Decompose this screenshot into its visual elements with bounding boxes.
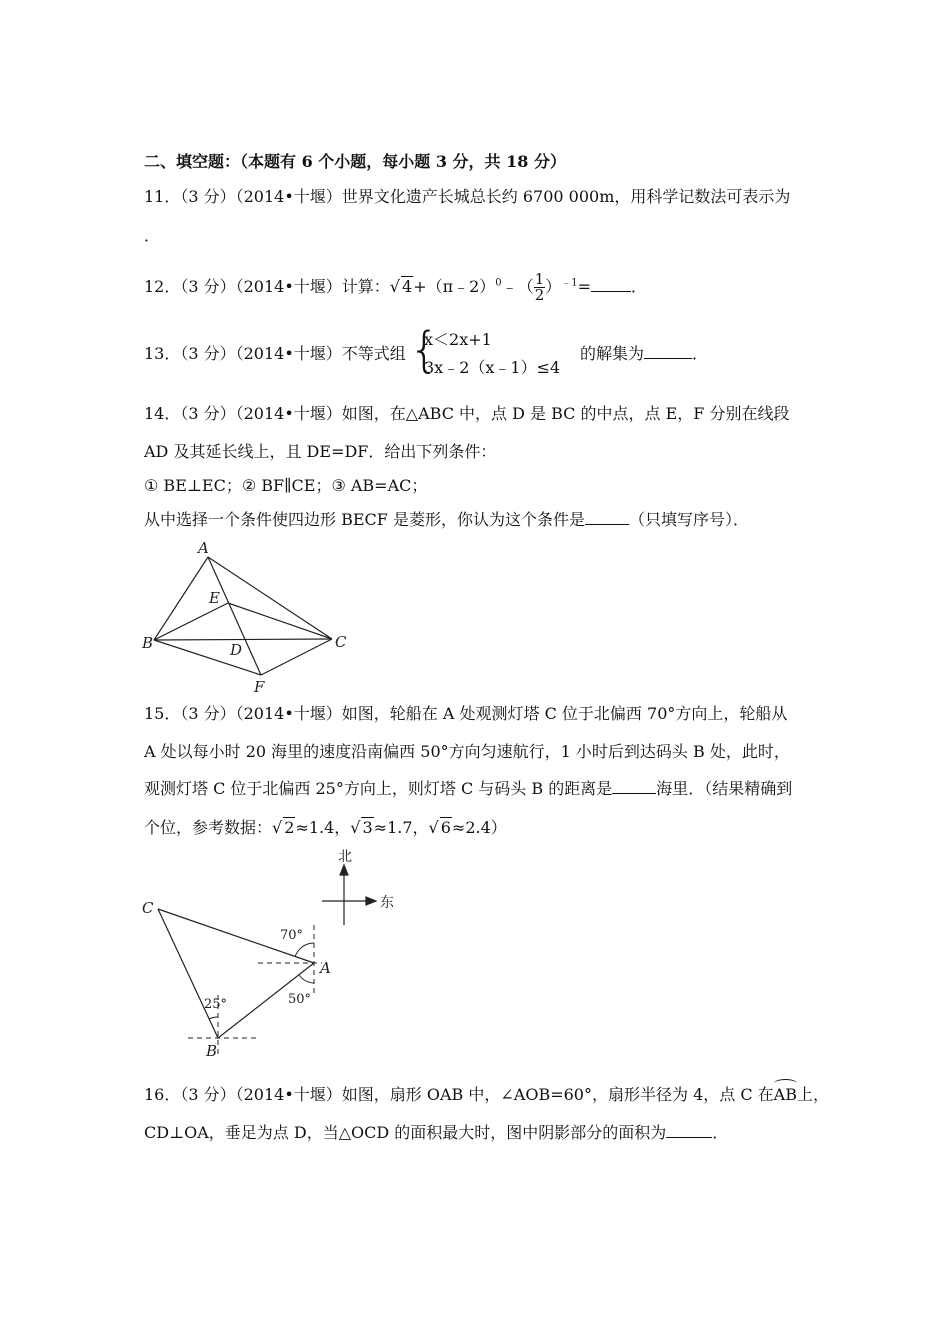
q14-figure: [136, 535, 356, 700]
q12-frac-num: 1: [534, 270, 545, 288]
q12-exp1: ﹣1: [561, 277, 578, 289]
label-A: A: [320, 959, 331, 977]
q13-prefix: 13．（3 分）（2014•十堰）不等式组: [144, 344, 406, 363]
q16-line2: [144, 1123, 728, 1143]
q12-prefix: 12．（3 分）（2014•十堰）计算：: [144, 277, 390, 296]
north-arrow-icon: [340, 865, 348, 875]
q15-value-2: ≈1.4，: [295, 818, 351, 837]
label-F: F: [254, 678, 265, 696]
q15-value-3: ≈1.7，: [373, 818, 429, 837]
q15-figure: [136, 845, 416, 1065]
label-A: A: [198, 539, 209, 557]
q12-radicand: 4: [402, 277, 413, 296]
q13-suffix: 的解集为: [580, 344, 645, 363]
edge-EC: [228, 603, 332, 639]
q15-radicand-6: 6: [440, 818, 451, 837]
q15-radicand-3: 3: [362, 818, 373, 837]
sqrt-symbol: √: [389, 277, 400, 296]
q12-rest3: ）: [545, 277, 562, 296]
q12-rest1: +（π﹣2）: [413, 277, 496, 296]
q12-answer-blank: [591, 277, 631, 292]
q13-suffix-wrap: [580, 344, 708, 364]
q14-line4a: 从中选择一个条件使四边形 BECF 是菱形，你认为这个条件是: [144, 510, 585, 529]
edge-BE: [154, 603, 228, 640]
label-B: B: [142, 634, 154, 652]
angle-25-arc: [209, 1017, 218, 1019]
sqrt-symbol: √: [428, 818, 439, 837]
q13-ineq1: x＜2x+1: [424, 330, 492, 349]
q13-brace: {: [409, 322, 440, 378]
label-D: D: [230, 641, 243, 659]
q14-line4: [144, 510, 749, 530]
angle-70-label: 70°: [280, 928, 304, 943]
q15-line1: 15．（3 分）（2014•十堰）如图，轮船在 A 处观测灯塔 C 位于北偏西 70°方向上，轮船从: [144, 704, 788, 723]
q12-exp0: 0: [495, 277, 502, 289]
q15-value-6: ≈2.4）: [451, 818, 507, 837]
q12-end: ．: [631, 277, 648, 296]
q13-answer-blank: [644, 344, 692, 359]
q15-radicand-2: 2: [284, 818, 295, 837]
sqrt-symbol: √: [272, 818, 283, 837]
q16-line2b: ．: [712, 1123, 729, 1142]
q13-end: ．: [692, 344, 709, 363]
q15-line3: [144, 779, 792, 799]
q15-line4: [144, 817, 507, 838]
q13-ineq2: 3x﹣2（x﹣1）≤4: [424, 358, 561, 377]
edge-BC: [154, 639, 332, 640]
q16-answer-blank: [666, 1123, 712, 1138]
edge-CF: [261, 639, 332, 675]
question-12: [144, 272, 647, 303]
q12-rest2: ﹣（: [501, 277, 534, 296]
angle-25-label: 25°: [204, 997, 228, 1012]
label-C: C: [335, 633, 347, 651]
angle-50-label: 50°: [288, 992, 312, 1007]
sqrt-symbol: √: [350, 818, 361, 837]
q16-arc-AB: AB: [773, 1085, 797, 1104]
q14-line3: ① BE⊥EC；② BF∥CE；③ AB=AC；: [144, 476, 428, 495]
q15-line3a: 观测灯塔 C 位于北偏西 25°方向上，则灯塔 C 与码头 B 的距离是: [144, 779, 613, 798]
q12-fraction: [534, 272, 546, 303]
label-E: E: [209, 589, 220, 607]
q14-answer-blank: [585, 510, 629, 525]
q16-line1: [144, 1085, 829, 1105]
q14-line2: AD 及其延长线上，且 DE=DF．给出下列条件：: [144, 442, 497, 461]
q16-line1a: 16．（3 分）（2014•十堰）如图，扇形 OAB 中，∠AOB=60°，扇形半径为 4，点 C 在: [144, 1085, 774, 1104]
question-11-tail: [144, 226, 160, 246]
q14-line1: 14．（3 分）（2014•十堰）如图，在△ABC 中，点 D 是 BC 的中点，点 E，F 分别在线段: [144, 404, 790, 423]
compass-north-label: 北: [338, 849, 352, 865]
east-arrow-icon: [366, 897, 376, 905]
q16-line2a: CD⊥OA，垂足为点 D，当△OCD 的面积最大时，图中阴影部分的面积为: [144, 1123, 667, 1142]
q15-line4a: 个位，参考数据：: [144, 818, 273, 837]
question-11: [144, 187, 790, 207]
edge-BF: [154, 640, 261, 675]
angle-50-arc: [299, 975, 314, 983]
angle-70-arc: [295, 943, 314, 957]
label-C: C: [142, 899, 154, 917]
compass-east-label: 东: [380, 895, 394, 911]
q11-text: 11．（3 分）（2014•十堰）世界文化遗产长城总长约 6700 000m，用科学记数法可表示为: [144, 187, 791, 206]
q16-line1b: 上，: [796, 1085, 829, 1104]
question-13-prefix: [144, 344, 406, 364]
q12-rest4: =: [577, 277, 592, 296]
q12-frac-den: 2: [534, 286, 545, 304]
q15-answer-blank: [612, 779, 656, 794]
q11-tail-text: ．: [144, 226, 161, 245]
label-B: B: [206, 1042, 218, 1060]
q14-line4b: （只填写序号）．: [628, 510, 749, 529]
section-title: 二、填空题：（本题有 6 个小题，每小题 3 分，共 18 分）: [144, 152, 566, 171]
q15-line3b: 海里．（结果精确到: [656, 779, 793, 798]
edge-AB: [154, 557, 208, 640]
q15-line2: A 处以每小时 20 海里的速度沿南偏西 50°方向匀速航行，1 小时后到达码头 B 处，此时，: [144, 742, 790, 761]
